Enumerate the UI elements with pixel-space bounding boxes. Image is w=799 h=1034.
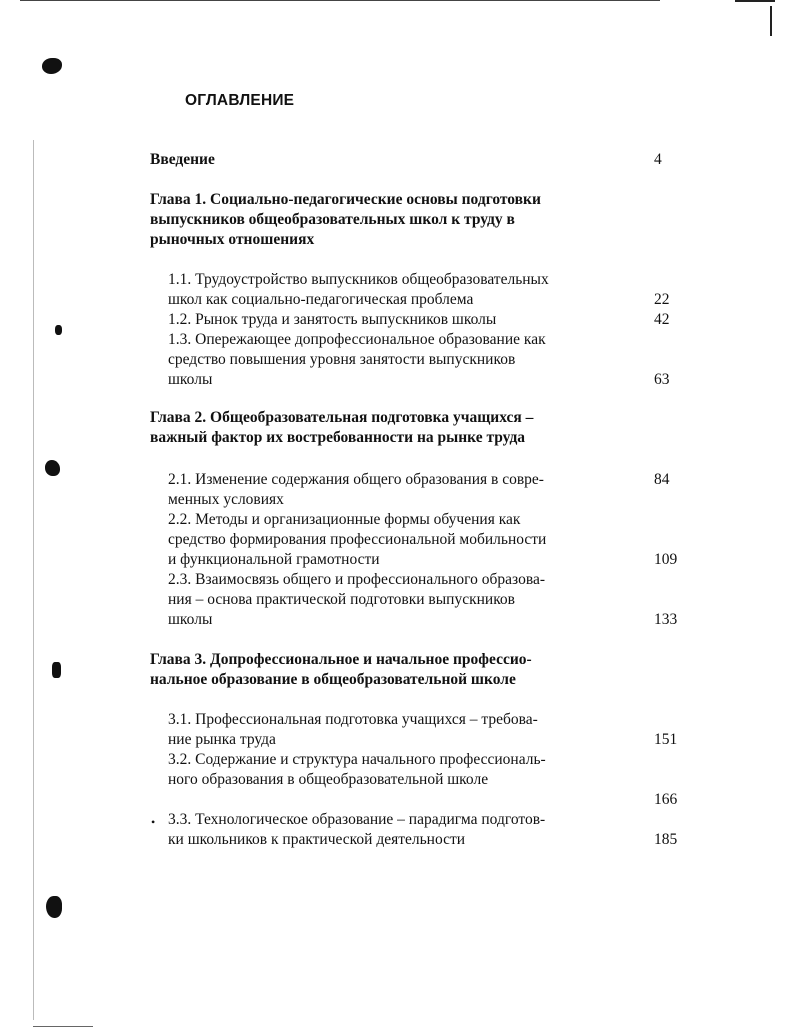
section-line: 2.2. Методы и организационные формы обучения как: [168, 511, 521, 528]
section-line: школы: [168, 371, 213, 388]
chapter-title-line: выпускников общеобразовательных школ к труду в: [150, 211, 515, 228]
page-number: 166: [654, 791, 678, 808]
section-line: 2.1. Изменение содержания общего образования в совре-: [168, 471, 544, 488]
scan-edge-right: [770, 6, 772, 36]
section-line: ние рынка труда: [168, 731, 276, 748]
bullet-mark: •: [151, 815, 156, 829]
section-line: 3.1. Профессиональная подготовка учащихся – требова-: [168, 711, 538, 728]
chapter-title-line: Глава 3. Допрофессиональное и начальное профессио-: [150, 651, 532, 668]
section-line: 1.1. Трудоустройство выпускников общеобразовательных: [168, 271, 549, 288]
section-line: ного образования в общеобразовательной школе: [168, 771, 489, 788]
scan-corner-mark: [735, 0, 775, 6]
page-number: 84: [654, 471, 670, 488]
page-number: 185: [654, 831, 678, 848]
section-line: 3.3. Технологическое образование – парадигма подготов-: [168, 811, 546, 828]
page-number: 109: [654, 551, 678, 568]
section-line: ния – основа практической подготовки выпускников: [168, 591, 516, 608]
section-line: средство повышения уровня занятости выпускников: [168, 351, 516, 368]
scan-edge-left: [33, 140, 34, 1020]
ink-blot: [42, 58, 62, 74]
section-line: менных условиях: [168, 491, 284, 508]
chapter-title-line: важный фактор их востребованности на рынке труда: [150, 429, 526, 446]
section-line: и функциональной грамотности: [168, 551, 380, 568]
page-number: 63: [654, 371, 670, 388]
chapter-title-line: Глава 2. Общеобразовательная подготовка учащихся –: [150, 409, 534, 426]
chapter-title-line: рыночных отношениях: [150, 231, 315, 248]
section-line: школы: [168, 611, 213, 628]
scan-edge-top: [20, 0, 660, 1]
section-line: средство формирования профессиональной мобильности: [168, 531, 547, 548]
section-line: 3.2. Содержание и структура начального профессиональ-: [168, 751, 546, 768]
ink-blot: [46, 896, 62, 918]
section-line: ки школьников к практической деятельности: [168, 831, 466, 848]
ink-blot: [52, 662, 61, 678]
chapter-title-line: нальное образование в общеобразовательной школе: [150, 671, 516, 688]
page-number: 22: [654, 291, 670, 308]
scan-edge-bottom: [33, 1026, 93, 1027]
toc-title: ОГЛАВЛЕНИЕ: [185, 92, 295, 109]
section-line: школ как социально-педагогическая проблема: [168, 291, 474, 308]
page-number: 151: [654, 731, 678, 748]
ink-blot: [45, 460, 60, 476]
section-line: 2.3. Взаимосвязь общего и профессионального образова-: [168, 571, 545, 588]
page-number: 4: [654, 151, 662, 168]
section-line: 1.3. Опережающее допрофессиональное образование как: [168, 331, 546, 348]
page-number: 133: [654, 611, 678, 628]
section-line: 1.2. Рынок труда и занятость выпускников школы: [168, 311, 497, 328]
intro-label: Введение: [150, 151, 215, 168]
page-number: 42: [654, 311, 670, 328]
ink-blot: [55, 325, 62, 335]
chapter-title-line: Глава 1. Социально-педагогические основы подготовки: [150, 191, 541, 208]
